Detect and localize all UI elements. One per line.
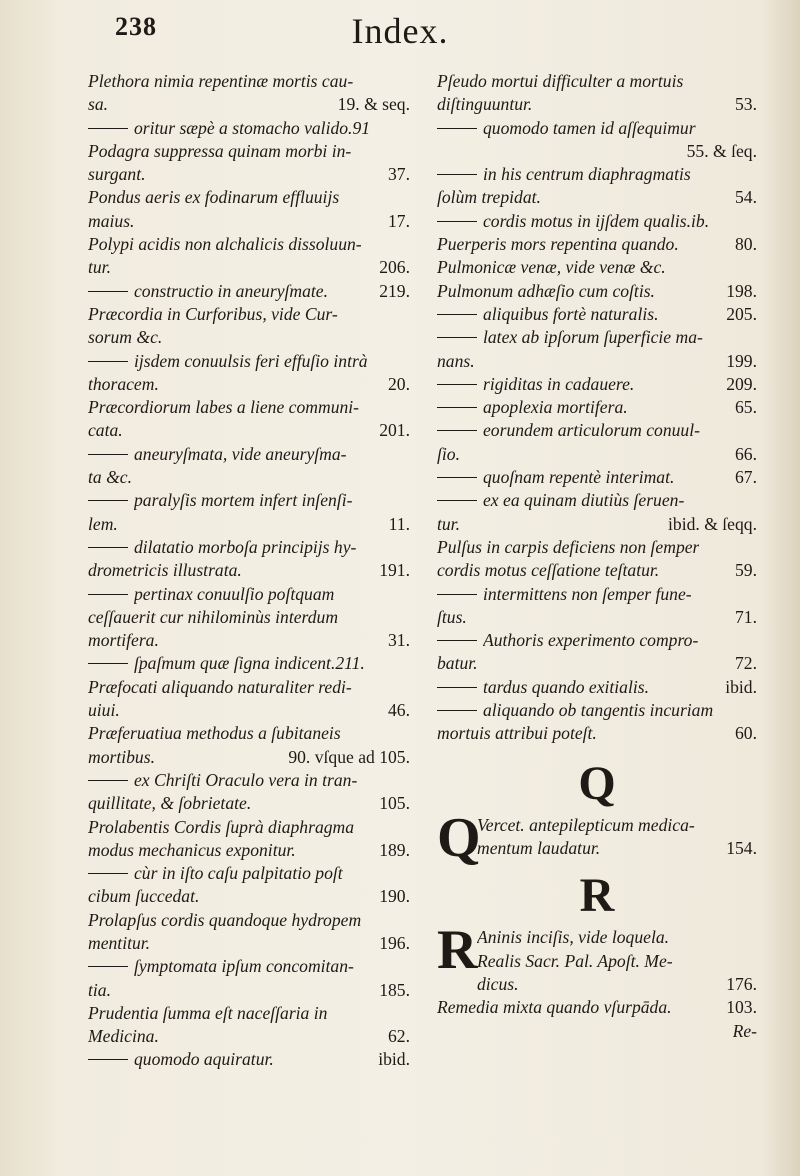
index-entry-text: cordis motus in ijſdem qualis.ib. — [483, 210, 710, 231]
index-line — [88, 769, 410, 792]
index-line — [88, 1048, 410, 1071]
index-line — [437, 233, 757, 256]
page-reference: 191. — [379, 560, 410, 581]
repeat-dash — [88, 361, 128, 362]
repeat-dash — [437, 128, 477, 129]
index-entry-text: lem. — [88, 513, 118, 534]
index-line — [437, 280, 757, 303]
repeat-dash — [88, 128, 128, 129]
index-entry-text: maius. — [88, 210, 135, 231]
index-entry-text: Pondus aeris ex fodinarum effluuijs — [88, 187, 340, 208]
index-entry-text: ſpaſmum quæ ſigna indicent.211. — [134, 653, 365, 674]
page-reference: 189. — [379, 839, 410, 860]
index-line — [88, 326, 410, 349]
index-line — [437, 466, 757, 489]
repeat-dash — [437, 594, 477, 595]
index-line — [88, 583, 410, 606]
repeat-dash — [88, 500, 128, 501]
page-reference: 176. — [726, 973, 757, 994]
repeat-dash — [437, 384, 477, 385]
index-entry-text: batur. — [437, 653, 478, 674]
index-line — [437, 583, 757, 606]
repeat-dash — [437, 221, 477, 222]
index-line — [437, 186, 757, 209]
index-entry-text: Prolapſus cordis quandoque hydropem — [88, 909, 362, 930]
index-line — [477, 814, 757, 837]
index-line — [88, 140, 410, 163]
index-line — [88, 489, 410, 512]
index-entry-text: thoracem. — [88, 373, 159, 394]
index-line — [437, 210, 757, 233]
repeat-dash — [437, 500, 477, 501]
index-line — [88, 792, 410, 815]
index-entry-text: Medicina. — [88, 1026, 159, 1047]
catchword-line — [437, 1020, 757, 1043]
section-r-lines — [477, 926, 757, 996]
index-line — [88, 280, 410, 303]
index-line — [437, 629, 757, 652]
index-line — [88, 1002, 410, 1025]
page-header — [0, 10, 800, 60]
index-entry-text: diſtinguuntur. — [437, 94, 533, 115]
index-line — [437, 606, 757, 629]
page-reference: 206. — [379, 257, 410, 278]
index-entry-text: constructio in aneuryſmate. — [134, 280, 328, 301]
index-entry-text: ſtus. — [437, 606, 467, 627]
index-entry-text: mentitur. — [88, 932, 151, 953]
index-line — [437, 676, 757, 699]
index-line — [88, 955, 410, 978]
page-reference: 80. — [735, 234, 757, 255]
page-reference: 219. — [379, 280, 410, 301]
page-reference: ibid. — [725, 676, 757, 697]
index-line — [88, 839, 410, 862]
index-entry-text: Remedia mixta quando vſurpāda. — [437, 997, 672, 1018]
index-line — [477, 926, 757, 949]
repeat-dash — [88, 594, 128, 595]
index-line — [437, 513, 757, 536]
repeat-dash — [437, 407, 477, 408]
page-reference: 201. — [379, 420, 410, 441]
index-entry-text: eorundem articulorum conuul- — [483, 420, 700, 441]
repeat-dash — [88, 547, 128, 548]
index-entry-text: ſio. — [437, 443, 460, 464]
index-line — [88, 373, 410, 396]
page-reference: 198. — [726, 280, 757, 301]
repeat-dash — [437, 710, 477, 711]
index-entry-text: Præfocati aliquando naturaliter redi- — [88, 676, 352, 697]
repeat-dash — [437, 337, 477, 338]
index-line — [88, 350, 410, 373]
index-line — [88, 210, 410, 233]
page-reference: 17. — [388, 210, 410, 231]
index-line — [437, 303, 757, 326]
index-entry-text: Aninis inciſis, vide loquela. — [477, 927, 670, 948]
index-line — [88, 513, 410, 536]
page-reference: 31. — [388, 630, 410, 651]
section-r-after-lines — [437, 996, 757, 1019]
index-line — [88, 186, 410, 209]
repeat-dash — [88, 966, 128, 967]
index-line — [88, 932, 410, 955]
index-line — [88, 816, 410, 839]
index-entry-text: quoſnam repentè interimat. — [483, 467, 675, 488]
repeat-dash — [437, 430, 477, 431]
index-entry-text: Prudentia ſumma eſt naceſſaria in — [88, 1002, 328, 1023]
page-reference: 37. — [388, 164, 410, 185]
index-line — [88, 419, 410, 442]
index-column-left — [88, 70, 410, 1072]
page-reference: 20. — [388, 373, 410, 394]
page-reference: 105. — [379, 793, 410, 814]
page-reference: 54. — [735, 187, 757, 208]
index-line — [437, 996, 757, 1019]
index-line — [88, 93, 410, 116]
index-line — [88, 862, 410, 885]
index-line — [437, 722, 757, 745]
index-entry-text: Puerperis mors repentina quando. — [437, 234, 679, 255]
index-entry-text: Præcordiorum labes a liene communi- — [88, 397, 360, 418]
index-entry-text: apoplexia mortifera. — [483, 397, 628, 418]
index-entry-text: mentum laudatur. — [477, 837, 601, 858]
page-reference: 19. & seq. — [337, 94, 410, 115]
index-entry-text: ta &c. — [88, 467, 132, 488]
section-r-drop-entry — [437, 919, 757, 996]
repeat-dash — [437, 640, 477, 641]
repeat-dash — [88, 454, 128, 455]
page-reference: 65. — [735, 397, 757, 418]
index-entry-text: mortifera. — [88, 630, 159, 651]
page-reference: 11. — [388, 513, 410, 534]
page-reference: 71. — [735, 606, 757, 627]
index-entry-text: paralyſis mortem infert inſenſi- — [134, 490, 353, 511]
page-reference: ibid. — [378, 1049, 410, 1070]
catchword: Re- — [732, 1020, 757, 1041]
index-line — [88, 559, 410, 582]
repeat-dash — [437, 314, 477, 315]
index-line — [88, 466, 410, 489]
index-entry-text: aliquando ob tangentis incuriam — [483, 700, 714, 721]
index-line — [437, 699, 757, 722]
index-entry-text: surgant. — [88, 164, 146, 185]
section-q-drop-entry — [437, 806, 757, 869]
page-reference: 103. — [726, 997, 757, 1018]
page-reference: 209. — [726, 373, 757, 394]
repeat-dash — [88, 873, 128, 874]
index-line — [88, 885, 410, 908]
repeat-dash — [88, 780, 128, 781]
index-entry-text: tardus quando exitialis. — [483, 676, 649, 697]
page-reference: 190. — [379, 886, 410, 907]
index-entry-text: Realis Sacr. Pal. Apoſt. Me- — [477, 950, 673, 971]
index-entry-text: ſymptomata ipſum concomitan- — [134, 956, 354, 977]
index-line — [477, 973, 757, 996]
index-entry-text: mortuis attribui poteſt. — [437, 723, 597, 744]
index-entry-text: oritur sæpè a stomacho valido.91 — [134, 117, 371, 138]
page-number: 238 — [115, 12, 157, 41]
repeat-dash — [437, 174, 477, 175]
index-line — [437, 256, 757, 279]
index-entry-text: tur. — [88, 257, 111, 278]
index-line — [437, 117, 757, 140]
index-line — [88, 629, 410, 652]
index-line — [437, 140, 757, 163]
index-line — [88, 536, 410, 559]
index-line — [88, 722, 410, 745]
index-line — [88, 163, 410, 186]
index-entry-text: ſolùm trepidat. — [437, 187, 541, 208]
page-reference: 196. — [379, 932, 410, 953]
index-entry-text: uiui. — [88, 700, 120, 721]
page-reference: 205. — [726, 303, 757, 324]
page-reference: 59. — [735, 560, 757, 581]
repeat-dash — [88, 291, 128, 292]
page-reference: 90. vſque ad 105. — [288, 746, 410, 767]
index-line — [437, 326, 757, 349]
index-entry-text: nans. — [437, 350, 475, 371]
index-entry-text: Podagra suppressa quinam morbi in- — [88, 140, 352, 161]
index-entry-text: in his centrum diaphragmatis — [483, 164, 691, 185]
index-entry-text: Plethora nimia repentinæ mortis cau- — [88, 71, 354, 91]
running-head: Index. — [351, 11, 449, 51]
index-column-right — [437, 70, 757, 1043]
index-entry-text: Præferuatiua methodus a ſubitaneis — [88, 723, 341, 744]
index-entry-text: Vercet. antepilepticum medica- — [477, 814, 695, 835]
index-entry-text: aneuryſmata, vide aneuryſma- — [134, 443, 347, 464]
index-line — [88, 256, 410, 279]
index-line — [437, 163, 757, 186]
index-entry-text: sorum &c. — [88, 327, 163, 348]
index-entry-text: tia. — [88, 979, 111, 1000]
index-entry-text: ex Chriſti Oraculo vera in tran- — [134, 769, 358, 790]
index-line — [88, 606, 410, 629]
index-entry-text: dicus. — [477, 973, 519, 994]
index-entry-text: cùr in iſto caſu palpitatio poſt — [134, 863, 343, 884]
index-line — [88, 396, 410, 419]
index-line — [437, 559, 757, 582]
index-entry-text: tur. — [437, 513, 460, 534]
page-reference: ibid. & ſeqq. — [668, 513, 757, 534]
index-line — [88, 676, 410, 699]
index-line — [88, 1025, 410, 1048]
section-r — [437, 870, 757, 1043]
repeat-dash — [88, 663, 128, 664]
section-q-lines — [477, 814, 757, 861]
index-entry-text: ijsdem conuulsis feri effuſio intrà — [134, 350, 368, 371]
page-reference: 185. — [379, 979, 410, 1000]
page-reference: 55. & ſeq. — [686, 140, 757, 161]
drop-cap-q: Q — [437, 806, 481, 869]
index-line — [437, 536, 757, 559]
index-line — [437, 443, 757, 466]
page-reference: 67. — [735, 467, 757, 488]
index-entry-text: Pulmonicæ venæ, vide venæ &c. — [437, 257, 666, 278]
section-letter-q: Q — [578, 756, 616, 810]
index-entry-text: cordis motus ceſſatione teſtatur. — [437, 560, 660, 581]
index-entry-text: dilatatio morboſa principijs hy- — [134, 536, 357, 557]
index-entry-text: quomodo aquiratur. — [134, 1049, 274, 1070]
index-line — [88, 652, 410, 675]
index-line — [88, 979, 410, 1002]
index-line — [88, 909, 410, 932]
index-entry-text: Polypi acidis non alchalicis dissoluun- — [88, 234, 362, 255]
index-line — [437, 373, 757, 396]
index-line — [437, 652, 757, 675]
index-entry-text: sa. — [88, 94, 109, 115]
index-line — [437, 70, 757, 93]
index-line — [88, 303, 410, 326]
page-reference: 199. — [726, 350, 757, 371]
page-reference: 72. — [735, 653, 757, 674]
index-entry-text: ceſſauerit cur nihilominùs interdum — [88, 606, 339, 627]
page-reference: 62. — [388, 1026, 410, 1047]
index-line — [88, 117, 410, 140]
index-entry-text: Præcordia in Curforibus, vide Cur- — [88, 303, 338, 324]
index-entry-text: Prolabentis Cordis ſuprà diaphragma — [88, 816, 355, 837]
index-line — [437, 419, 757, 442]
index-entry-text: Pſeudo mortui difficulter a mortuis — [437, 71, 684, 91]
index-line — [437, 489, 757, 512]
index-entry-text: quillitate, & ſobrietate. — [88, 793, 252, 814]
section-letter-r: R — [579, 869, 615, 923]
right-column-entries — [437, 70, 757, 746]
drop-cap-r: R — [437, 919, 478, 982]
index-line — [437, 93, 757, 116]
section-q — [437, 756, 757, 869]
index-entry-text: modus mechanicus exponitur. — [88, 839, 296, 860]
index-entry-text: ex ea quinam diutiùs ſeruen- — [483, 490, 685, 511]
index-entry-text: Pulmonum adhæſio cum coſtis. — [437, 280, 655, 301]
index-line — [477, 837, 757, 860]
index-entry-text: cibum ſuccedat. — [88, 886, 200, 907]
index-line — [88, 699, 410, 722]
index-entry-text: Pulſus in carpis deficiens non ſemper — [437, 536, 700, 557]
page-reference: 60. — [735, 723, 757, 744]
page-reference: 46. — [388, 700, 410, 721]
index-entry-text: cata. — [88, 420, 123, 441]
repeat-dash — [437, 687, 477, 688]
index-line — [88, 746, 410, 769]
index-line — [88, 443, 410, 466]
index-entry-text: drometricis illustrata. — [88, 560, 242, 581]
page-reference: 53. — [735, 94, 757, 115]
index-entry-text: Authoris experimento compro- — [483, 630, 699, 651]
repeat-dash — [88, 1059, 128, 1060]
index-line — [437, 396, 757, 419]
page-reference: 66. — [735, 443, 757, 464]
index-entry-text: latex ab ipſorum ſuperficie ma- — [483, 327, 703, 348]
index-entry-text: intermittens non ſemper fune- — [483, 583, 692, 604]
index-entry-text: quomodo tamen id aſſequimur — [483, 117, 696, 138]
repeat-dash — [437, 477, 477, 478]
index-entry-text: pertinax conuulſio poſtquam — [134, 583, 335, 604]
index-line — [88, 233, 410, 256]
index-line — [477, 950, 757, 973]
index-line — [437, 350, 757, 373]
index-line — [88, 70, 410, 93]
index-entry-text: rigiditas in cadauere. — [483, 373, 635, 394]
index-entry-text: aliquibus fortè naturalis. — [483, 303, 659, 324]
page-reference: 154. — [726, 837, 757, 858]
index-entry-text: mortibus. — [88, 746, 155, 767]
